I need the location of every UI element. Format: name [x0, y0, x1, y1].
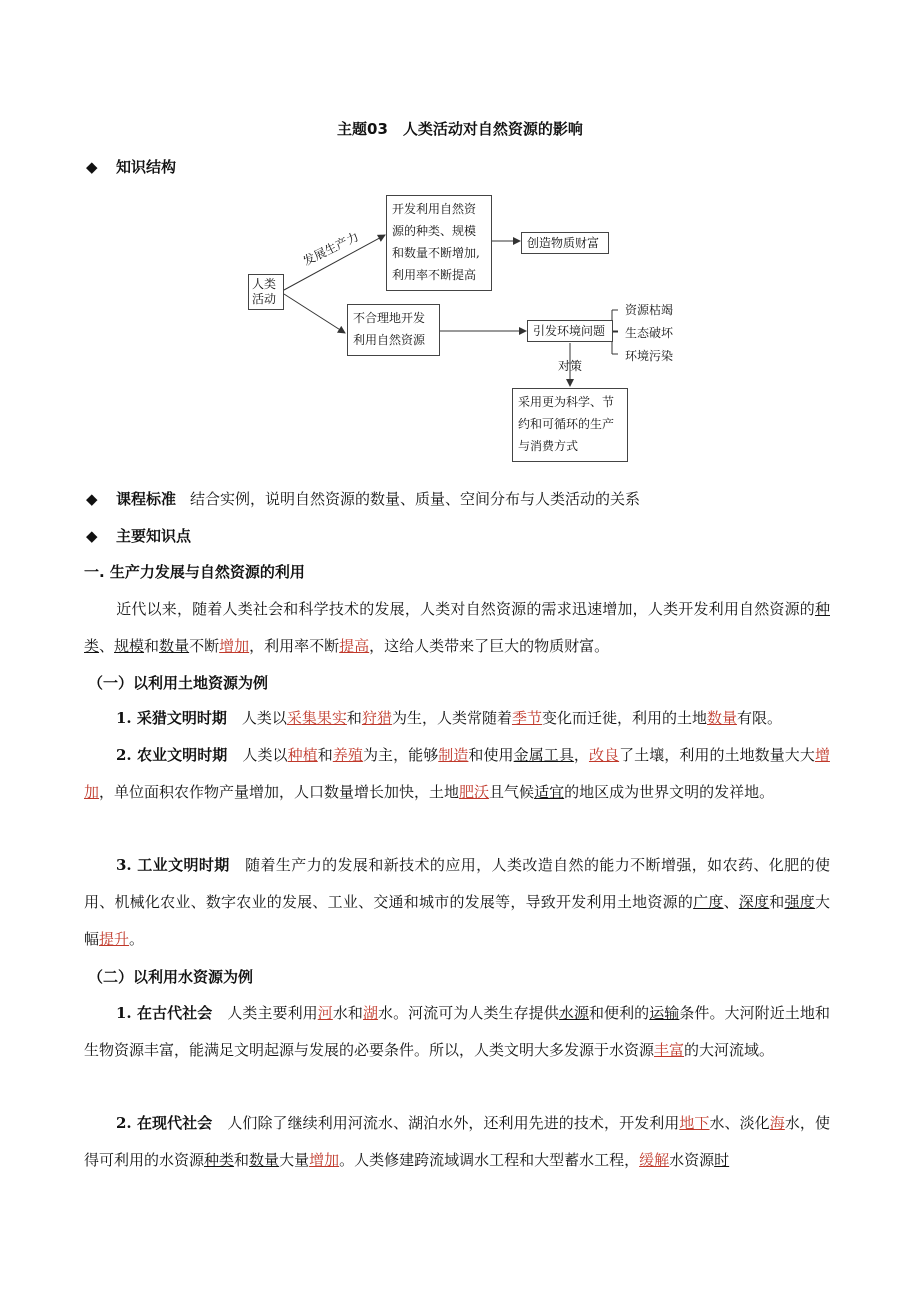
paragraph-intro: 近代以来，随着人类社会和科学技术的发展，人类对自然资源的需求迅速增加，人类开发利用自然资源的种类、规模和数量不断增加，利用率不断提高，这给人类带来了巨大的物质财富。	[84, 600, 830, 655]
human-activity-box: 人类活动	[248, 274, 284, 310]
develop-productivity-label: 发展生产力	[300, 229, 361, 269]
unreasonable-line-2: 利用自然资源	[353, 333, 426, 347]
main-points-heading: ◆ 主要知识点	[86, 527, 192, 545]
knowledge-diagram	[240, 188, 700, 468]
solution-line-2: 约和可循环的生产	[518, 417, 615, 431]
problem-ecology: 生态破坏	[625, 326, 674, 340]
sub1-title: （一）以利用土地资源为例	[88, 674, 269, 692]
course-standard-heading: ◆ 课程标准 结合实例，说明自然资源的数量、质量、空间分布与人类活动的关系	[86, 490, 641, 508]
course-standard-text: 结合实例，说明自然资源的数量、质量、空间分布与人类活动的关系	[190, 490, 641, 508]
paragraph-industry: 3. 工业文明时期 随着生产力的发展和新技术的应用，人类改造自然的能力不断增强，如农药、化肥的使用、机械化农业、数字农业的发展、工业、交通和城市的发展等，导致开发利用土地资源的广度、深度和强度大幅提升。	[84, 856, 830, 948]
development-line-3: 和数量不断增加,	[392, 246, 480, 260]
diamond-bullet-icon: ◆	[86, 527, 98, 545]
diamond-bullet-icon: ◆	[86, 158, 98, 176]
development-line-4: 利用率不断提高	[392, 268, 477, 282]
solution-line-1: 采用更为科学、节	[518, 395, 615, 409]
page-title: 主题03 人类活动对自然资源的影响	[337, 120, 583, 138]
development-line-2: 源的种类、规模	[392, 224, 477, 238]
countermeasure-label: 对策	[558, 359, 583, 373]
paragraph-ancient: 1. 在古代社会 人类主要利用河水和湖水。河流可为人类生存提供水源和便利的运输条件。大河附近土地和生物资源丰富，能满足文明起源与发展的必要条件。所以，人类文明大多发源于水资源丰富的大河流域。	[84, 1004, 830, 1059]
paragraph-hunting: 1. 采猎文明时期 人类以采集果实和狩猎为生，人类常随着季节变化而迁徙，利用的土地数量有限。	[116, 709, 783, 727]
env-problem-box: 引发环境问题	[527, 320, 613, 342]
knowledge-structure-heading: ◆ 知识结构	[86, 158, 177, 176]
paragraph-modern: 2. 在现代社会 人们除了继续利用河流水、湖泊水外，还利用先进的技术，开发利用地下水、淡化海水，使得可利用的水资源种类和数量大量增加。人类修建跨流域调水工程和大型蓄水工程，缓解水资源时	[84, 1114, 830, 1169]
development-line-1: 开发利用自然资	[392, 202, 477, 216]
wealth-box: 创造物质财富	[521, 232, 609, 254]
unreasonable-line-1: 不合理地开发	[353, 311, 426, 325]
diamond-bullet-icon: ◆	[86, 490, 98, 508]
solution-line-3: 与消费方式	[518, 439, 579, 453]
unreasonable-use-box	[347, 304, 440, 356]
part1-title: 一. 生产力发展与自然资源的利用	[84, 563, 305, 581]
paragraph-agriculture: 2. 农业文明时期 人类以种植和养殖为主，能够制造和使用金属工具，改良了土壤，利用的土地数量大大增加，单位面积农作物产量增加，人口数量增长加快，土地肥沃且气候适宜的地区成为世界文明的发祥地。	[84, 746, 830, 801]
problem-depletion: 资源枯竭	[625, 303, 674, 317]
development-box	[386, 195, 492, 291]
sub2-title: （二）以利用水资源为例	[88, 968, 254, 986]
problem-pollution: 环境污染	[625, 349, 674, 363]
solution-box	[512, 388, 628, 462]
